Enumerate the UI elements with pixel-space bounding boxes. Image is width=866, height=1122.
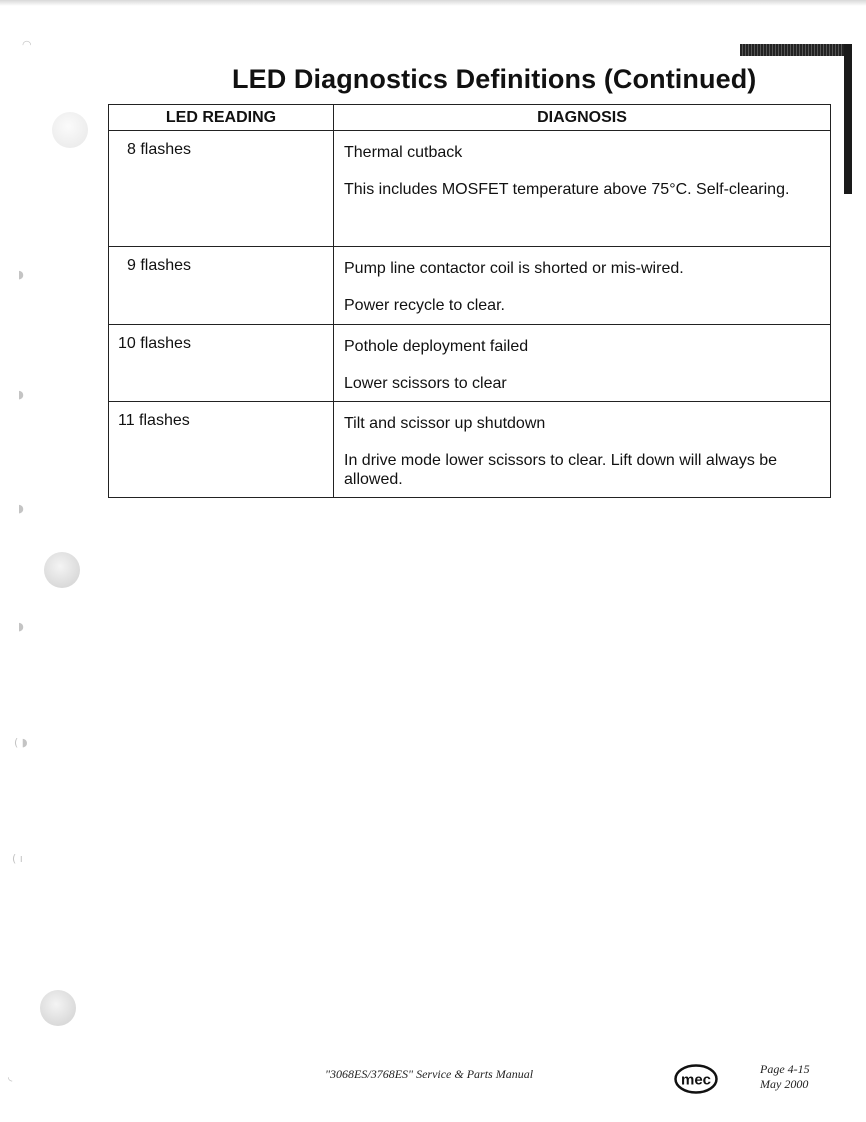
table-row: [109, 402, 831, 498]
diagnosis-cell: [334, 325, 831, 402]
table-row: [109, 325, 831, 402]
header-led-reading: LED READING: [109, 105, 334, 131]
tab-marker-horizontal: [740, 44, 852, 56]
led-reading-cell: 8 flashes: [109, 131, 334, 247]
diagnosis-cell: [334, 402, 831, 498]
diagnosis-line: Power recycle to clear.: [344, 297, 505, 314]
margin-mark: ◟: [8, 1070, 13, 1083]
footer-page-number: Page 4-15: [760, 1062, 810, 1076]
diagnosis-line: In drive mode lower scissors to clear. Lift down will always be allowed.: [344, 452, 778, 488]
diagnosis-line: This includes MOSFET temperature above 75°C. Self-clearing.: [344, 181, 790, 198]
footer-manual-title: "3068ES/3768ES" Service & Parts Manual: [325, 1067, 534, 1081]
tab-marker-vertical: [844, 44, 852, 194]
diagnosis-line: Lower scissors to clear: [344, 375, 507, 392]
binder-hole-bottom: [40, 990, 76, 1026]
mec-logo-text: mec: [680, 1071, 712, 1089]
led-reading-cell: 10 flashes: [109, 325, 334, 402]
margin-mark: ◠: [22, 38, 32, 51]
table-row: [109, 247, 831, 325]
margin-mark: ◗: [18, 268, 24, 281]
table-header-row: [109, 105, 831, 131]
diagnosis-cell: [334, 247, 831, 325]
footer-page-info: [760, 1062, 810, 1092]
header-diagnosis: DIAGNOSIS: [334, 105, 831, 131]
mec-logo: [674, 1064, 718, 1094]
margin-mark: ( ◗: [14, 736, 28, 749]
diagnosis-line: Tilt and scissor up shutdown: [344, 415, 546, 432]
led-diagnostics-table: [108, 104, 831, 498]
binder-hole-top: [52, 112, 88, 148]
margin-mark: ( ı: [12, 852, 23, 865]
footer-date: May 2000: [760, 1077, 809, 1091]
page-title: LED Diagnostics Definitions (Continued): [232, 64, 757, 94]
margin-mark: ◗: [18, 388, 24, 401]
binder-hole-middle: [44, 552, 80, 588]
diagnosis-cell: [334, 131, 831, 247]
diagnosis-line: Thermal cutback: [344, 144, 463, 161]
diagnosis-line: Pump line contactor coil is shorted or mis-wired.: [344, 260, 684, 277]
margin-mark: ◗: [18, 502, 24, 515]
led-reading-cell: 9 flashes: [109, 247, 334, 325]
diagnosis-line: Pothole deployment failed: [344, 338, 529, 355]
table-row: [109, 131, 831, 247]
scan-top-edge: [0, 0, 866, 6]
led-reading-cell: 11 flashes: [109, 402, 334, 498]
margin-mark: ◗: [18, 620, 24, 633]
